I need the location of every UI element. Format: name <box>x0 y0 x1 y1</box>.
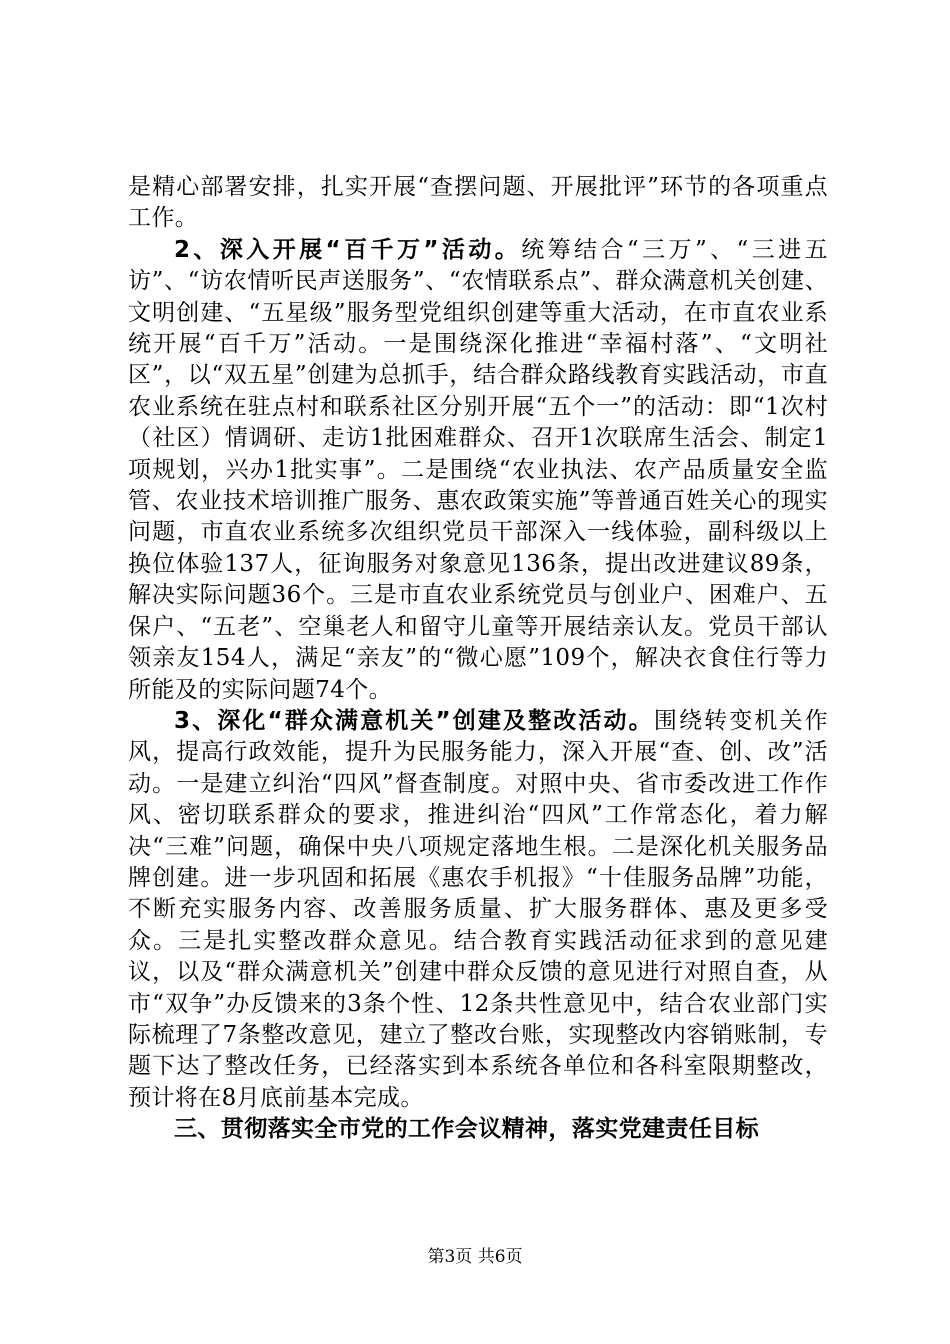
paragraph-satisfied-organ <box>128 706 828 1114</box>
document-body <box>128 172 828 1146</box>
paragraph-body: 围绕转变机关作风，提高行政效能，提升为民服务能力，深入开展“查、创、改”活动。一是建立纠治“四风”督查制度。对照中央、省市委改进工作作风、密切联系群众的要求，推进纠治“四风”工作常态化，着力解决“三难”问题，确保中央八项规定落地生根。二是深化机关服务品牌创建。进一步巩固和拓展《惠农手机报》“十佳服务品牌”功能，不断充实服务内容、改善服务质量、扩大服务群体、惠及更多受众。三是扎实整改群众意见。结合教育实践活动征求到的意见建议，以及“群众满意机关”创建中群众反馈的意见进行对照自查，从市“双争”办反馈来的3条个性、12条共性意见中，结合农业部门实际梳理了7条整改意见，建立了整改台账，实现整改内容销账制，专题下达了整改任务，已经落实到本系统各单位和各科室限期整改，预计将在8月底前基本完成。 <box>128 707 828 1111</box>
paragraph-baiqianwan <box>128 235 828 706</box>
paragraph-heading: 2、深入开展“百千万”活动。 <box>174 236 522 263</box>
page-footer: 第3页 共6页 <box>427 1247 523 1267</box>
paragraph-heading: 3、深化“群众满意机关”创建及整改活动。 <box>174 707 654 734</box>
paragraph-body: 统筹结合“三万”、“三进五访”、“访农情听民声送服务”、“农情联系点”、群众满意机关创建、文明创建、“五星级”服务型党组织创建等重大活动，在市直农业系统开展“百千万”活动。一是围绕深化推进“幸福村落”、“文明社区”，以“双五星”创建为总抓手，结合群众路线教育实践活动，市直农业系统在驻点村和联系社区分别开展“五个一”的活动：即“1次村（社区）情调研、走访1批困难群众、召开1次联席生活会、制定1项规划，兴办1批实事”。二是围绕“农业执法、农产品质量安全监管、农业技术培训推广服务、惠农政策实施”等普通百姓关心的现实问题，市直农业系统多次组织党员干部深入一线体验，副科级以上换位体验137人，征询服务对象意见136条，提出改进建议89条，解决实际问题36个。三是市直农业系统党员与创业户、困难户、五保户、“五老”、空巢老人和留守儿童等开展结亲认友。党员干部认领亲友154人，满足“亲友”的“微心愿”109个，解决衣食住行等力所能及的实际问题74个。 <box>128 236 828 703</box>
paragraph-continuation: 是精心部署安排，扎实开展“查摆问题、开展批评”环节的各项重点工作。 <box>128 174 828 232</box>
section-heading: 三、贯彻落实全市党的工作会议精神，落实党建责任目标 <box>174 1116 759 1143</box>
